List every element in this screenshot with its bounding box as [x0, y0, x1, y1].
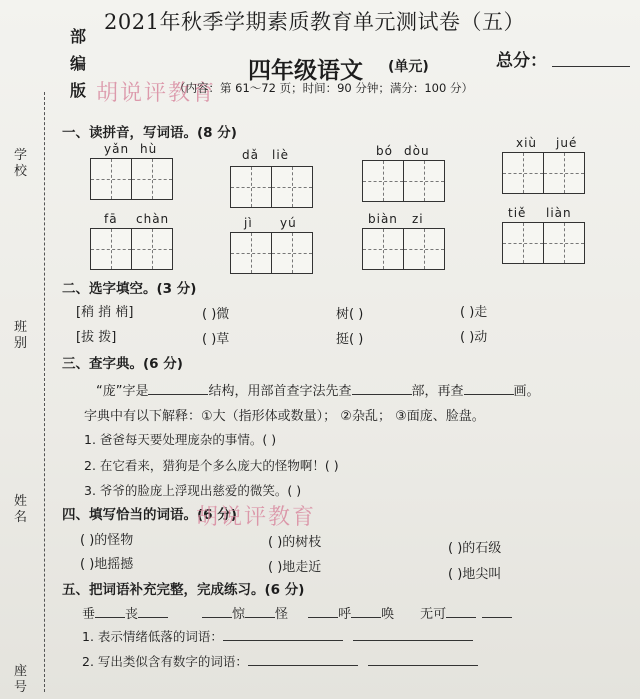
- edition-char-1: 部: [70, 27, 87, 46]
- section-5-heading: 五、把词语补充完整，完成练习。(6 分): [62, 582, 305, 598]
- question-text: “庞”字是: [96, 384, 149, 399]
- answer-blank[interactable]: [351, 605, 381, 618]
- pinyin: xiù: [516, 136, 538, 150]
- dictionary-meanings: 字典中有以下解释：①大（指形体或数量）； ②杂乱； ③面庞、脸盘。: [84, 409, 485, 424]
- answer-blank[interactable]: [308, 605, 338, 618]
- total-score-blank[interactable]: [552, 66, 630, 67]
- pinyin: yú: [280, 216, 297, 230]
- answer-blank[interactable]: [446, 605, 476, 618]
- answer-blank[interactable]: [353, 628, 473, 641]
- writing-grid[interactable]: [502, 152, 585, 194]
- pinyin: bó: [376, 144, 393, 158]
- pinyin: yǎn: [104, 142, 130, 156]
- question-text: 2. 写出类似含有数字的词语：: [82, 654, 248, 669]
- side-label-name: 姓名: [14, 494, 28, 525]
- writing-grid[interactable]: [362, 228, 445, 270]
- exam-info: （内容：第 61～72 页；时间：90 分钟；满分：100 分）: [174, 81, 473, 95]
- edition-char-2: 编: [70, 54, 87, 73]
- exam-title: 2021年秋季学期素质教育单元测试卷（五）: [104, 10, 525, 34]
- fill-blank-item[interactable]: ( )地摇撼: [80, 557, 134, 572]
- writing-grid[interactable]: [90, 228, 173, 270]
- section-4-heading: 四、填写恰当的词语。(6 分): [62, 507, 237, 523]
- answer-blank[interactable]: [352, 382, 412, 395]
- idiom-char: 怪: [275, 607, 289, 622]
- writing-grid[interactable]: [362, 160, 445, 202]
- writing-grid[interactable]: [230, 232, 313, 274]
- pinyin: zi: [412, 212, 424, 226]
- answer-blank[interactable]: [482, 605, 512, 618]
- dictionary-question: [96, 380, 540, 399]
- writing-grid[interactable]: [230, 166, 313, 208]
- fill-blank-item[interactable]: ( )的怪物: [80, 533, 134, 548]
- answer-blank[interactable]: [138, 605, 168, 618]
- idiom-char: 唤: [381, 607, 395, 622]
- question-text: 结构，用部首查字法先查: [208, 384, 352, 399]
- pinyin: chàn: [136, 212, 170, 226]
- answer-blank[interactable]: [368, 653, 478, 666]
- pinyin: hù: [140, 142, 158, 156]
- watermark: 胡说评教育: [96, 81, 217, 106]
- section-1-heading: 一、读拼音，写词语。(8 分): [62, 125, 237, 141]
- exercise-question: [82, 652, 478, 670]
- fill-blank-item[interactable]: ( )的石级: [448, 541, 502, 556]
- writing-grid[interactable]: [90, 158, 173, 200]
- answer-blank[interactable]: [202, 605, 232, 618]
- answer-blank[interactable]: [95, 605, 125, 618]
- idiom-char: 垂: [82, 607, 96, 622]
- writing-grid[interactable]: [502, 222, 585, 264]
- idiom-char: 丧: [125, 607, 139, 622]
- question-item[interactable]: 1. 爸爸每天要处理庞杂的事情。( ): [84, 432, 277, 447]
- idiom-char: 呼: [338, 607, 352, 622]
- answer-blank[interactable]: [464, 382, 514, 395]
- fill-blank-item[interactable]: 挺( ): [336, 332, 364, 347]
- total-score-label: 总分：: [496, 51, 547, 71]
- side-label-class: 班别: [14, 320, 28, 351]
- section-2-heading: 二、选字填空。(3 分): [62, 281, 197, 297]
- pinyin: dòu: [404, 144, 430, 158]
- unit-label: (单元): [388, 59, 429, 75]
- answer-blank[interactable]: [245, 605, 275, 618]
- question-text: 部，再查: [411, 384, 464, 399]
- answer-blank[interactable]: [223, 628, 343, 641]
- question-text: 画。: [513, 384, 540, 399]
- side-label-seat: 座号: [14, 664, 28, 695]
- fill-blank-item[interactable]: ( )动: [460, 330, 488, 345]
- question-text: 1. 表示情绪低落的词语：: [82, 629, 223, 644]
- pinyin: fā: [104, 212, 118, 226]
- binding-dashed-line: [44, 92, 45, 692]
- char-options: [稍 捎 梢]: [76, 305, 134, 320]
- fill-blank-item[interactable]: ( )地尖叫: [448, 567, 502, 582]
- fill-blank-item[interactable]: ( )草: [202, 332, 230, 347]
- idiom-completion-row: [82, 603, 512, 622]
- char-options: [拔 拨]: [76, 330, 117, 345]
- pinyin: tiě: [508, 206, 527, 220]
- grade-subject: 四年级语文: [248, 57, 363, 84]
- fill-blank-item[interactable]: ( )地走近: [268, 560, 322, 575]
- fill-blank-item[interactable]: ( )的树枝: [268, 535, 322, 550]
- answer-blank[interactable]: [248, 653, 358, 666]
- pinyin: liè: [272, 148, 290, 162]
- idiom-char: 惊: [232, 607, 246, 622]
- section-3-heading: 三、查字典。(6 分): [62, 356, 183, 372]
- pinyin: liàn: [546, 206, 572, 220]
- watermark: 胡说评教育: [196, 505, 317, 530]
- edition-char-3: 版: [70, 81, 87, 100]
- side-label-school: 学校: [14, 148, 28, 179]
- answer-blank[interactable]: [148, 382, 208, 395]
- fill-blank-item[interactable]: ( )微: [202, 307, 230, 322]
- question-item[interactable]: 3. 爷爷的脸庞上浮现出慈爱的微笑。( ): [84, 483, 302, 498]
- pinyin: jué: [556, 136, 578, 150]
- pinyin: biàn: [368, 212, 398, 226]
- idiom-char: 无可: [420, 607, 447, 622]
- question-item[interactable]: 2. 在它看来，猎狗是个多么庞大的怪物啊！( ): [84, 458, 339, 473]
- pinyin: jì: [244, 216, 253, 230]
- fill-blank-item[interactable]: 树( ): [336, 307, 364, 322]
- exercise-question: [82, 627, 473, 645]
- fill-blank-item[interactable]: ( )走: [460, 305, 488, 320]
- pinyin: dǎ: [242, 148, 259, 162]
